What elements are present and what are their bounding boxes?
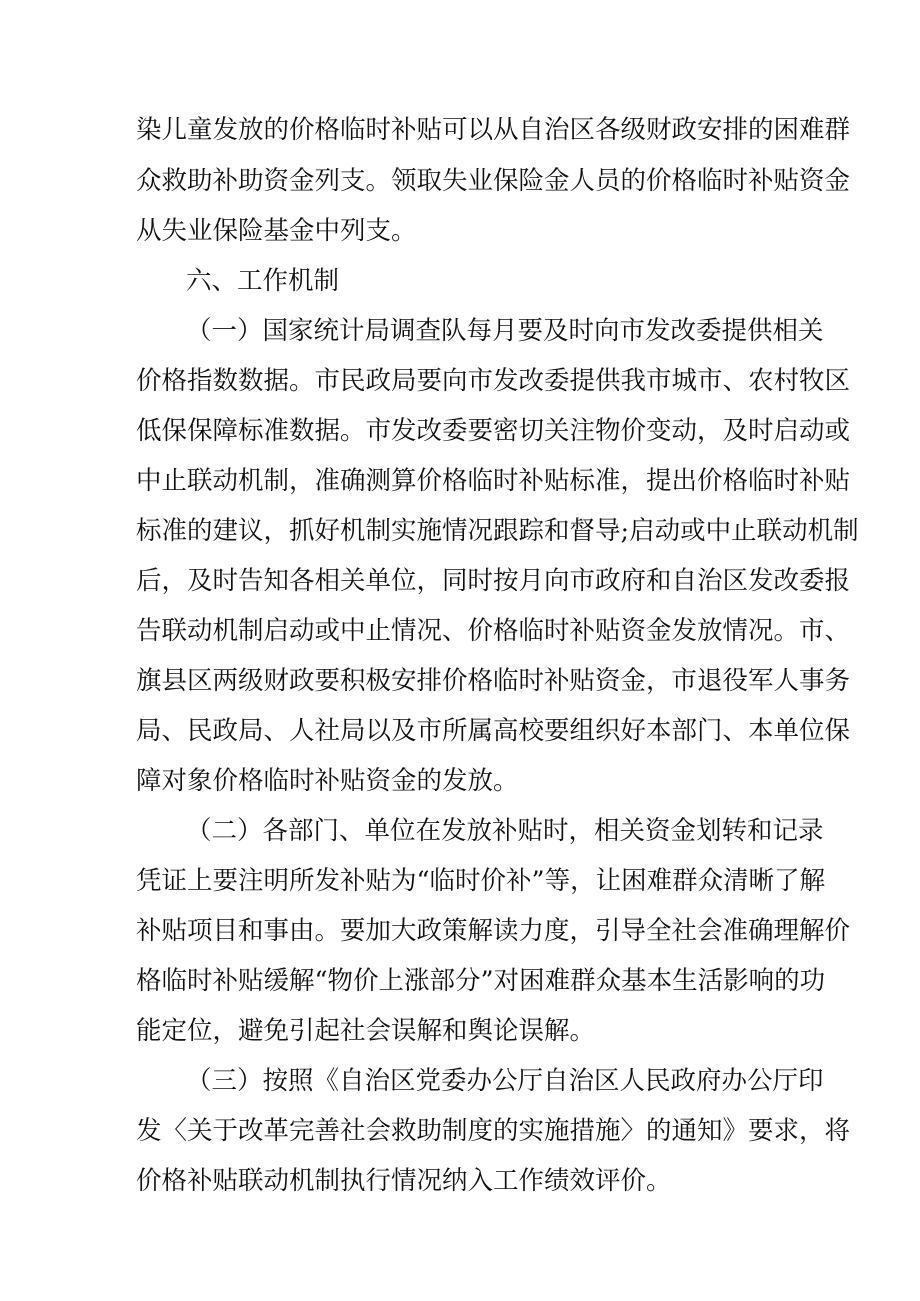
body-text-line: 局、民政局、人社局以及市所属高校要组织好本部门、本单位保 — [136, 716, 851, 746]
section-heading: 六、工作机制 — [186, 266, 340, 296]
paragraph-first-line: （一）国家统计局调查队每月要及时向市发改委提供相关 — [186, 316, 824, 346]
paragraph-first-line: （三）按照《自治区党委办公厅自治区人民政府办公厅印 — [186, 1066, 824, 1096]
body-text-line: 中止联动机制，准确测算价格临时补贴标准，提出价格临时补贴 — [136, 466, 851, 496]
body-text-line: 凭证上要注明所发补贴为“临时价补”等，让困难群众清晰了解 — [136, 866, 826, 896]
body-text-line: 格临时补贴缓解“物价上涨部分”对困难群众基本生活影响的功 — [136, 966, 826, 996]
body-text-line: 众救助补助资金列支。领取失业保险金人员的价格临时补贴资金 — [136, 166, 851, 196]
body-text-line: 染儿童发放的价格临时补贴可以从自治区各级财政安排的困难群 — [136, 115, 851, 145]
body-text-line: 后，及时告知各相关单位，同时按月向市政府和自治区发改委报 — [136, 566, 851, 596]
body-text-line: 告联动机制启动或中止情况、价格临时补贴资金发放情况。市、 — [136, 616, 851, 646]
body-text-line: 旗县区两级财政要积极安排价格临时补贴资金，市退役军人事务 — [136, 666, 851, 696]
body-text-line: 价格补贴联动机制执行情况纳入工作绩效评价。 — [136, 1166, 672, 1196]
body-text-line: 发〈关于改革完善社会救助制度的实施措施〉的通知》要求，将 — [136, 1116, 851, 1146]
body-text-line: 标准的建议，抓好机制实施情况跟踪和督导;启动或中止联动机制 — [136, 516, 859, 546]
body-text-line: 能定位，避免引起社会误解和舆论误解。 — [136, 1016, 596, 1046]
body-text-line: 障对象价格临时补贴资金的发放。 — [136, 766, 519, 796]
body-text-line: 从失业保险基金中列支。 — [136, 216, 417, 246]
body-text-line: 低保保障标准数据。市发改委要密切关注物价变动，及时启动或 — [136, 416, 851, 446]
body-text-line: 补贴项目和事由。要加大政策解读力度，引导全社会准确理解价 — [136, 916, 851, 946]
paragraph-first-line: （二）各部门、单位在发放补贴时，相关资金划转和记录 — [186, 816, 824, 846]
body-text-line: 价格指数数据。市民政局要向市发改委提供我市城市、农村牧区 — [136, 366, 851, 396]
